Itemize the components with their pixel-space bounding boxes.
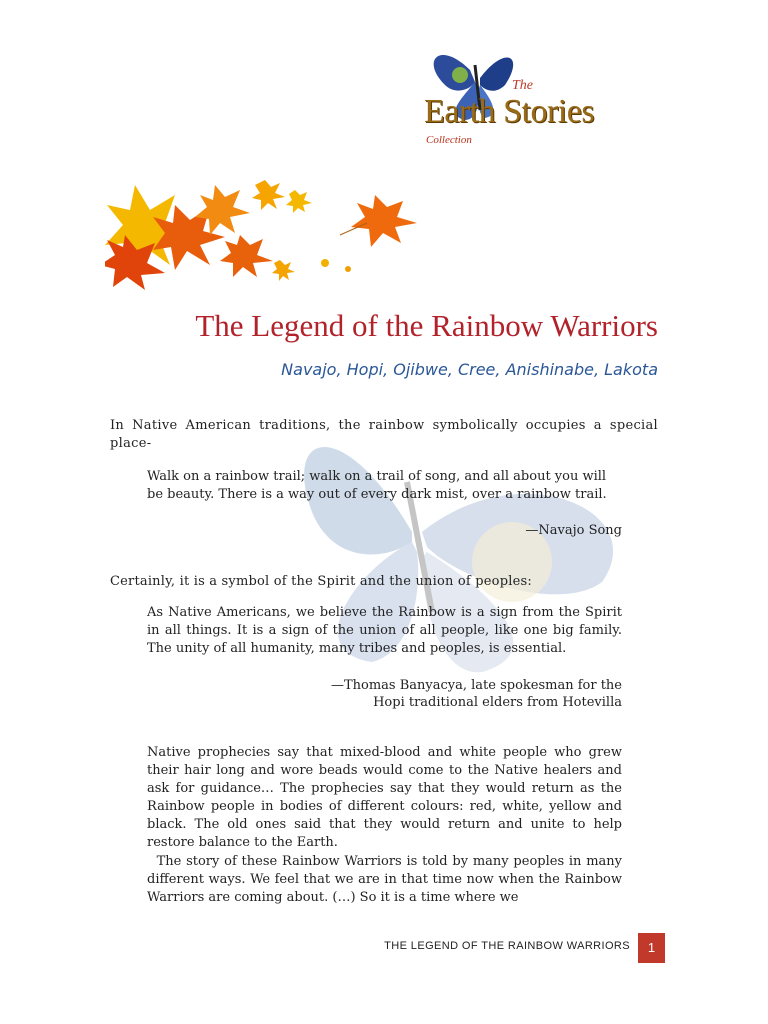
intro-paragraph: In Native American traditions, the rainbow symbolically occupies a special place- — [110, 418, 658, 451]
page-title: The Legend of the Rainbow Warriors — [195, 308, 658, 343]
footer-running-title: THE LEGEND OF THE RAINBOW WARRIORS — [384, 940, 630, 952]
quote-banyacya-attribution-line2: Hopi traditional elders from Hotevilla — [373, 695, 622, 710]
prophecy-paragraph: Native prophecies say that mixed-blood and white people who grew their hair long and wore beads would come to the Native healers and ask for guidance… The prophecies say that they would return as the Rainbow people in bodies of different colours: red, white, yellow and black. The old ones said that they would return and unite to help restore balance to the Earth. — [147, 745, 622, 850]
logo-the-text: The — [512, 78, 533, 93]
quote-navajo-attribution: —Navajo Song — [525, 523, 622, 538]
logo-sub-text: Collection — [426, 134, 472, 146]
logo-main-text: Earth Stories — [424, 93, 595, 130]
quote-banyacya: As Native Americans, we believe the Rainbow is a sign from the Spirit in all things. It is a sign of the union of all people, like one big family. The unity of all humanity, many tribes and peoples, is essential. — [147, 605, 622, 656]
rainbow-warriors-paragraph: The story of these Rainbow Warriors is told by many peoples in many different ways. We feel that we are in that time now when the Rainbow Warriors are coming about. (…) So it is a time where we — [147, 854, 627, 905]
spirit-paragraph: Certainly, it is a symbol of the Spirit and the union of peoples: — [110, 574, 532, 589]
page-subtitle: Navajo, Hopi, Ojibwe, Cree, Anishinabe, Lakota — [281, 360, 658, 379]
quote-navajo-song: Walk on a rainbow trail; walk on a trail of song, and all about you will be beauty. There is a way out of every dark mist, over a rainbow trail. — [147, 469, 607, 502]
autumn-leaves-icon — [105, 165, 435, 290]
quote-banyacya-attribution-line1: —Thomas Banyacya, late spokesman for the — [330, 678, 622, 693]
page-number: 1 — [638, 933, 665, 963]
